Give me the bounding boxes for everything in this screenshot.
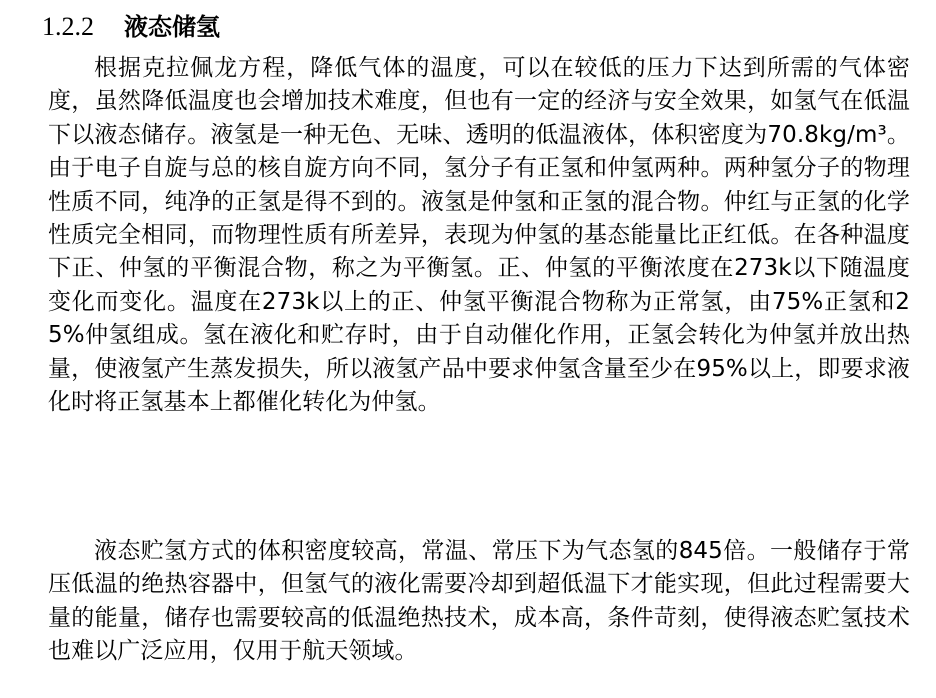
- section-number: 1.2.2: [42, 12, 94, 41]
- section-heading: [42, 7, 220, 47]
- section-title: 液态储氢: [124, 13, 220, 41]
- paragraph-2: 液态贮氢方式的体积密度较高，常温、常压下为气态氢的845倍。一般储存于常压低温的绝热容器中，但氢气的液化需要冷却到超低温下才能实现，但此过程需要大量的能量，储存也需要较高的低温绝热技术，成本高，条件苛刻，使得液态贮氢技术也难以广泛应用，仅用于航天领域。: [48, 538, 910, 665]
- paragraph-1: 根据克拉佩龙方程，降低气体的温度，可以在较低的压力下达到所需的气体密度，虽然降低温度也会增加技术难度，但也有一定的经济与安全效果，如氢气在低温下以液态储存。液氢是一种无色、无味、透明的低温液体，体积密度为70.8kg/m³。由于电子自旋与总的核自旋方向不同，氢分子有正氢和仲氢两种。两种氢分子的物理性质不同，纯净的正氢是得不到的。液氢是仲氢和正氢的混合物。仲红与正氢的化学性质完全相同，而物理性质有所差异，表现为仲氢的基态能量比正红低。在各种温度下正、仲氢的平衡混合物，称之为平衡氢。正、仲氢的平衡浓度在273k以下随温度变化而变化。温度在273k以上的正、仲氢平衡混合物称为正常氢，由75%正氢和25%仲氢组成。氢在液化和贮存时，由于自动催化作用，正氢会转化为仲氢并放出热量，使液氢产生蒸发损失，所以液氢产品中要求仲氢含量至少在95%以上，即要求液化时将正氢基本上都催化转化为仲氢。: [48, 55, 910, 416]
